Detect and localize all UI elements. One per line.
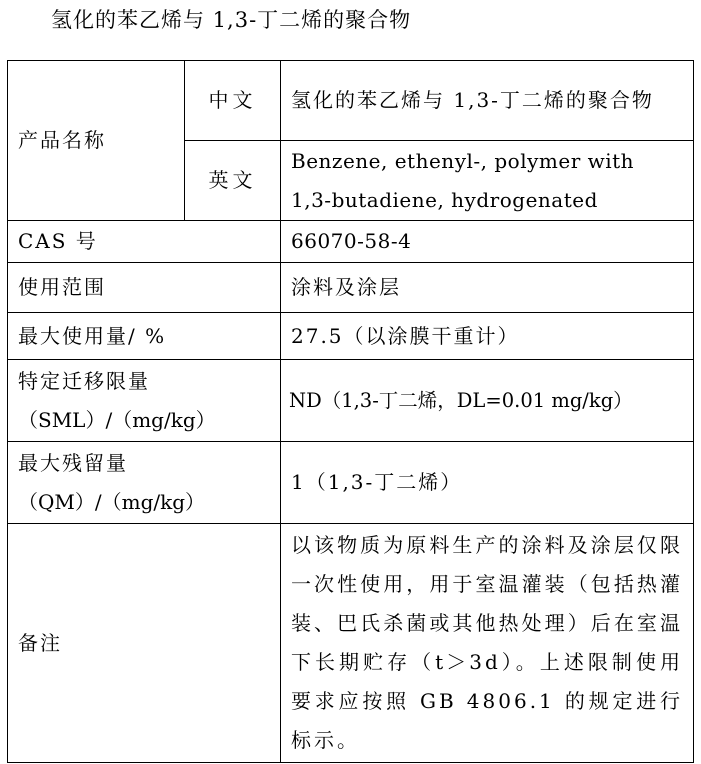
product-name-label: 产品名称: [8, 61, 185, 221]
remark-value: 以该物质为原料生产的涂料及涂层仅限一次性使用，用于室温灌装（包括热灌装、巴氏杀菌或其他热处理）后在室温下长期贮存（t＞3d）。上述限制使用要求应按照 GB 4806.1 的规定进行标示。: [281, 524, 694, 763]
max-usage-label: 最大使用量/ %: [8, 313, 281, 360]
sml-value: ND（1,3-丁二烯，DL=0.01 mg/kg）: [281, 360, 694, 442]
table-row: [8, 360, 694, 442]
sml-label-line-2: （SML）/（mg/kg）: [18, 407, 216, 432]
usage-label: 使用范围: [8, 263, 281, 313]
remark-label: 备注: [8, 524, 281, 763]
max-usage-value: 27.5（以涂膜干重计）: [281, 313, 694, 360]
cas-value: 66070-58-4: [281, 221, 694, 263]
table-row: [8, 221, 694, 263]
substance-table: [7, 60, 694, 763]
table-row: [8, 313, 694, 360]
table-row: [8, 61, 694, 141]
english-name-line-1: Benzene, ethenyl-, polymer with: [291, 148, 635, 173]
qm-label-line-2: （QM）/（mg/kg）: [18, 489, 206, 514]
usage-value: 涂料及涂层: [281, 263, 694, 313]
qm-label: [8, 442, 281, 524]
qm-value: 1（1,3-丁二烯）: [281, 442, 694, 524]
document-title: 氢化的苯乙烯与 1,3-丁二烯的聚合物: [51, 8, 412, 32]
chinese-name-label: 中文: [185, 61, 281, 141]
qm-label-line-1: 最大残留量: [18, 450, 128, 475]
english-name-line-2: 1,3-butadiene, hydrogenated: [291, 187, 598, 212]
chinese-name-value: 氢化的苯乙烯与 1,3-丁二烯的聚合物: [281, 61, 694, 141]
english-name-value: [281, 141, 694, 221]
cas-label: CAS 号: [8, 221, 281, 263]
table-row: [8, 263, 694, 313]
sml-label-line-1: 特定迁移限量: [18, 368, 150, 393]
sml-label: [8, 360, 281, 442]
table-row: [8, 524, 694, 763]
english-name-label: 英文: [185, 141, 281, 221]
table-row: [8, 442, 694, 524]
